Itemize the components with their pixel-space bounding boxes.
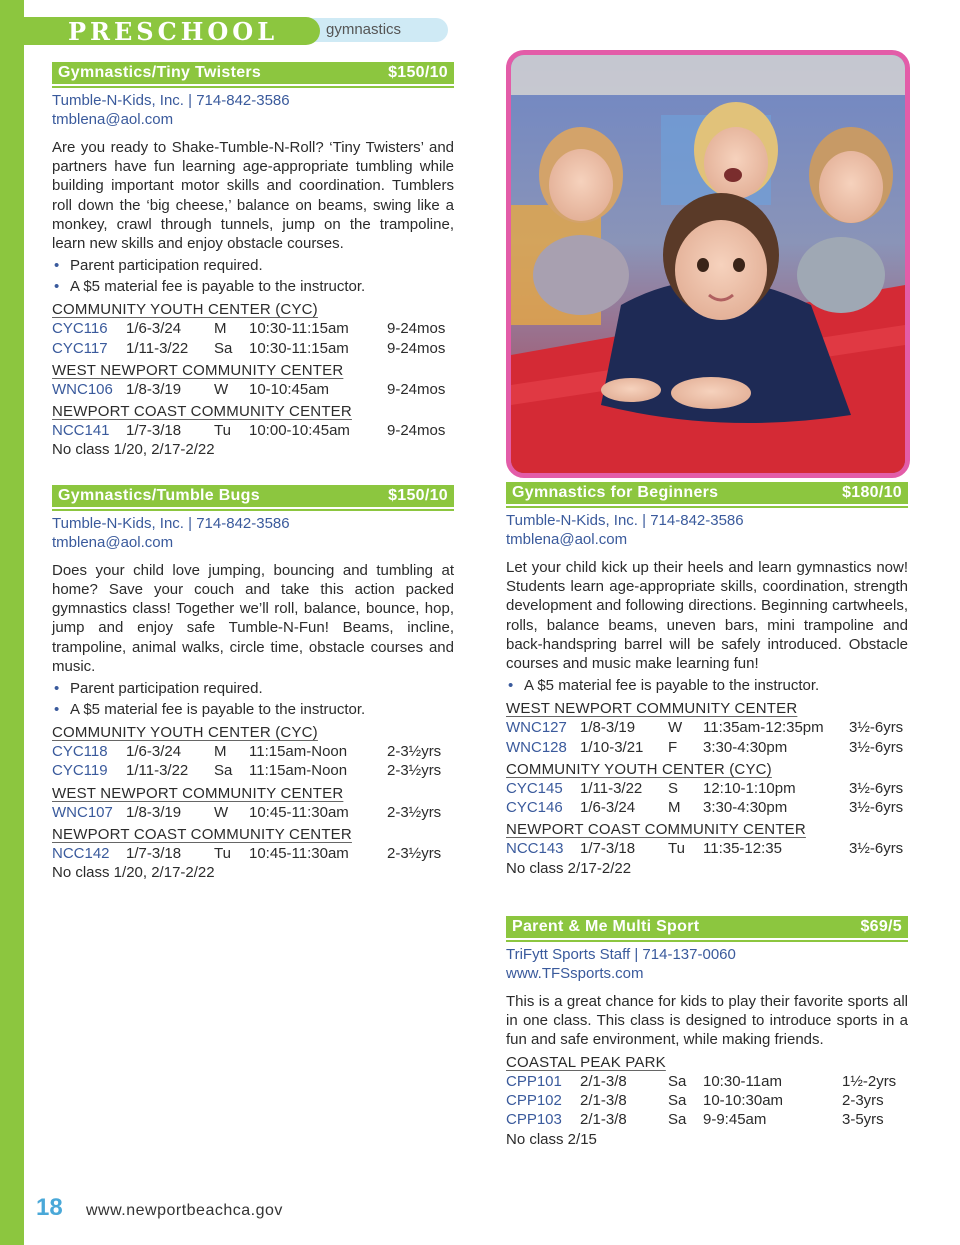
schedule-age: 3½-6yrs [849, 719, 904, 737]
note-item [52, 678, 454, 699]
schedule-day: Sa [668, 1111, 687, 1129]
schedule-code[interactable]: CPP101 [506, 1072, 562, 1090]
note-text: A $5 material fee is payable to the instructor. [70, 278, 366, 296]
location-heading: COMMUNITY YOUTH CENTER (CYC) [52, 301, 318, 319]
class-description: Let your child kick up their heels and learn gymnastics now! Students learn age-appropriate skills, coordination, strength development and following directions. Beginning cartwheels, rolls, balance beams, uneven bars, mini trampoline and back-handspring barrel will be safely introduced. Obstacle courses and music make learning fun! [506, 559, 908, 673]
class-title-bar [52, 485, 454, 509]
no-class-note: No class 1/20, 2/17-2/22 [52, 441, 215, 459]
schedule-day: M [214, 320, 227, 338]
schedule-row [52, 421, 454, 440]
schedule-age: 2-3½yrs [387, 742, 442, 760]
schedule-age: 2-3½yrs [387, 762, 442, 780]
class-title-bar [52, 62, 454, 86]
schedule-time: 10:00-10:45am [249, 422, 350, 440]
bullet-icon: • [54, 257, 60, 275]
footer-website-link[interactable]: www.newportbeachca.gov [86, 1202, 283, 1219]
schedule-day: M [668, 799, 681, 817]
class-listing-multi-sport [506, 916, 908, 1149]
class-schedule [506, 699, 908, 858]
schedule-dates: 1/10-3/21 [580, 738, 644, 756]
schedule-dates: 1/8-3/19 [126, 380, 182, 398]
schedule-dates: 1/7-3/18 [126, 422, 182, 440]
class-title: Parent & Me Multi Sport [512, 918, 700, 935]
location-heading: NEWPORT COAST COMMUNITY CENTER [52, 403, 352, 421]
schedule-code[interactable]: NCC142 [52, 844, 110, 862]
schedule-time: 11:15am-Noon [249, 762, 348, 780]
class-description: This is a great chance for kids to play their favorite sports all in one class. This class is designed to introduce sports in a fun and safe environment, while making friends. [506, 993, 908, 1049]
schedule-dates: 1/8-3/19 [126, 803, 182, 821]
class-listing-beginners [506, 482, 908, 878]
schedule-row [52, 761, 454, 780]
class-notes [52, 678, 454, 720]
schedule-time: 10-10:45am [249, 380, 330, 398]
class-price: $69/5 [860, 918, 902, 935]
class-schedule [506, 1053, 908, 1130]
schedule-time: 10:45-11:30am [249, 844, 349, 862]
schedule-day: W [668, 719, 683, 737]
schedule-row [52, 339, 454, 358]
schedule-row [506, 718, 908, 737]
instructor-contact[interactable]: Tumble-N-Kids, Inc. | 714-842-3586 [506, 512, 744, 529]
schedule-dates: 1/6-3/24 [580, 799, 636, 817]
schedule-dates: 1/7-3/18 [580, 840, 636, 858]
schedule-row [506, 1110, 908, 1129]
instructor-email[interactable]: www.TFSsports.com [506, 965, 644, 982]
schedule-code[interactable]: CPP102 [506, 1091, 562, 1109]
class-notes [506, 675, 908, 696]
schedule-row [52, 803, 454, 822]
instructor-contact[interactable]: Tumble-N-Kids, Inc. | 714-842-3586 [52, 514, 290, 532]
schedule-day: M [214, 742, 227, 760]
page-number: 18 [36, 1194, 63, 1221]
note-item [506, 675, 908, 696]
schedule-day: Tu [214, 422, 231, 440]
schedule-time: 3:30-4:30pm [703, 799, 788, 817]
schedule-row [506, 738, 908, 757]
schedule-day: Sa [668, 1091, 687, 1109]
schedule-day: Tu [668, 840, 685, 858]
schedule-dates: 1/11-3/22 [126, 762, 189, 780]
schedule-day: Tu [214, 844, 231, 862]
instructor-contact[interactable]: Tumble-N-Kids, Inc. | 714-842-3586 [52, 92, 290, 109]
schedule-code[interactable]: CYC145 [506, 779, 563, 797]
schedule-row [52, 742, 454, 761]
schedule-code[interactable]: CYC116 [52, 320, 108, 338]
schedule-age: 2-3yrs [842, 1091, 884, 1109]
schedule-dates: 2/1-3/8 [580, 1091, 627, 1109]
schedule-row [506, 839, 908, 858]
schedule-dates: 1/6-3/24 [126, 742, 182, 760]
class-description: Are you ready to Shake-Tumble-N-Roll? ‘Tiny Twisters’ and partners have fun learning age-appropriate tumbling while building important motor skills and coordination. Tumblers roll down the ‘big cheese,’ balance on beams, swing like a monkey, crawl through tunnels, jump on the trampoline, learn new skills and enjoy obstacle courses. [52, 139, 454, 253]
schedule-day: Sa [214, 762, 233, 780]
schedule-code[interactable]: CYC119 [52, 762, 108, 780]
location-heading: WEST NEWPORT COMMUNITY CENTER [506, 700, 798, 718]
class-price: $150/10 [388, 64, 448, 81]
schedule-age: 3½-6yrs [849, 738, 904, 756]
schedule-time: 10-10:30am [703, 1091, 784, 1109]
right-column-top [506, 482, 908, 878]
schedule-time: 10:45-11:30am [249, 803, 349, 821]
location-heading: WEST NEWPORT COMMUNITY CENTER [52, 784, 344, 802]
class-title-bar [506, 916, 908, 940]
class-title-bar [506, 482, 908, 506]
schedule-dates: 2/1-3/8 [580, 1072, 627, 1090]
schedule-time: 11:35-12:35 [703, 840, 782, 858]
instructor-email[interactable]: tmblena@aol.com [52, 533, 174, 551]
schedule-dates: 1/11-3/22 [126, 339, 189, 357]
schedule-age: 3½-6yrs [849, 779, 904, 797]
instructor-email[interactable]: tmblena@aol.com [506, 531, 628, 548]
schedule-dates: 1/11-3/22 [580, 779, 643, 797]
schedule-age: 9-24mos [387, 320, 446, 338]
schedule-code[interactable]: NCC141 [52, 422, 110, 440]
location-heading: COMMUNITY YOUTH CENTER (CYC) [52, 723, 318, 741]
schedule-age: 3½-6yrs [849, 799, 904, 817]
schedule-day: Sa [214, 339, 233, 357]
schedule-code[interactable]: WNC127 [506, 719, 567, 737]
schedule-age: 3½-6yrs [849, 840, 904, 858]
page-category-title: PRESCHOOL [68, 17, 279, 46]
class-listing-tumble-bugs [52, 485, 454, 883]
note-item [52, 699, 454, 720]
no-class-note: No class 1/20, 2/17-2/22 [52, 864, 215, 882]
schedule-day: W [214, 380, 229, 398]
schedule-age: 2-3½yrs [387, 844, 442, 862]
schedule-time: 10:30-11am [703, 1072, 782, 1090]
bullet-icon: • [508, 677, 514, 695]
note-item [52, 276, 454, 297]
schedule-age: 9-24mos [387, 339, 446, 357]
schedule-row [52, 380, 454, 399]
schedule-dates: 1/6-3/24 [126, 320, 182, 338]
location-heading: WEST NEWPORT COMMUNITY CENTER [52, 361, 344, 379]
schedule-code[interactable]: CYC118 [52, 742, 108, 760]
location-heading: COASTAL PEAK PARK [506, 1053, 666, 1071]
schedule-dates: 1/8-3/19 [580, 719, 636, 737]
left-column [52, 62, 454, 882]
schedule-dates: 1/7-3/18 [126, 844, 182, 862]
schedule-code[interactable]: WNC128 [506, 738, 567, 756]
instructor-contact[interactable]: TriFytt Sports Staff | 714-137-0060 [506, 946, 736, 963]
class-title: Gymnastics/Tiny Twisters [58, 64, 262, 81]
note-text: Parent participation required. [70, 679, 263, 697]
schedule-day: S [668, 779, 679, 797]
class-schedule [52, 723, 454, 863]
schedule-day: W [214, 803, 229, 821]
schedule-age: 1½-2yrs [842, 1072, 897, 1090]
schedule-code[interactable]: CYC146 [506, 799, 563, 817]
note-text: A $5 material fee is payable to the instructor. [70, 700, 366, 718]
schedule-row [506, 1091, 908, 1110]
schedule-age: 9-24mos [387, 380, 446, 398]
schedule-age: 2-3½yrs [387, 803, 442, 821]
schedule-time: 11:15am-Noon [249, 742, 348, 760]
schedule-row [506, 1072, 908, 1091]
class-title: Gymnastics for Beginners [512, 484, 719, 501]
left-accent-bar [0, 0, 24, 1245]
location-heading: COMMUNITY YOUTH CENTER (CYC) [506, 760, 772, 778]
bullet-icon: • [54, 700, 60, 718]
schedule-time: 11:35am-12:35pm [703, 719, 824, 737]
schedule-time: 3:30-4:30pm [703, 738, 788, 756]
schedule-dates: 2/1-3/8 [580, 1111, 627, 1129]
note-item [52, 255, 454, 276]
schedule-code[interactable]: WNC107 [52, 803, 113, 821]
photo-illustration [511, 55, 905, 473]
no-class-note: No class 2/15 [506, 1130, 597, 1148]
schedule-time: 10:30-11:15am [249, 320, 349, 338]
schedule-code[interactable]: CPP103 [506, 1111, 562, 1129]
class-listing-tiny-twisters [52, 62, 454, 460]
location-heading: NEWPORT COAST COMMUNITY CENTER [506, 821, 806, 839]
schedule-row [506, 798, 908, 817]
schedule-age: 3-5yrs [842, 1111, 884, 1129]
schedule-day: Sa [668, 1072, 687, 1090]
schedule-code[interactable]: WNC106 [52, 380, 113, 398]
class-description: Does your child love jumping, bouncing and tumbling at home? Save your couch and take this action packed gymnastics class! Together we’ll roll, balance, bounce, hop, jump and enjoy safe Tumble-N-Fun! Beams, incline, trampoline, animal walks, circle time, obstacle courses and music. [52, 561, 454, 675]
class-schedule [52, 300, 454, 440]
note-text: Parent participation required. [70, 257, 263, 275]
note-text: A $5 material fee is payable to the instructor. [524, 677, 820, 695]
schedule-row [506, 779, 908, 798]
kids-gymnastics-photo [506, 50, 910, 478]
schedule-time: 10:30-11:15am [249, 339, 349, 357]
class-title: Gymnastics/Tumble Bugs [58, 486, 260, 504]
schedule-age: 9-24mos [387, 422, 446, 440]
page-subcategory: gymnastics [326, 21, 402, 38]
bullet-icon: • [54, 278, 60, 296]
schedule-day: F [668, 738, 678, 756]
schedule-code[interactable]: NCC143 [506, 840, 564, 858]
no-class-note: No class 2/17-2/22 [506, 859, 632, 877]
instructor-email[interactable]: tmblena@aol.com [52, 111, 174, 128]
bullet-icon: • [54, 679, 60, 697]
schedule-time: 12:10-1:10pm [703, 779, 796, 797]
class-price: $180/10 [842, 484, 902, 501]
class-notes [52, 255, 454, 297]
schedule-row [52, 844, 454, 863]
location-heading: NEWPORT COAST COMMUNITY CENTER [52, 825, 352, 843]
schedule-code[interactable]: CYC117 [52, 339, 108, 357]
schedule-row [52, 319, 454, 338]
schedule-time: 9-9:45am [703, 1111, 767, 1129]
class-price: $150/10 [388, 486, 448, 504]
right-column-bottom [506, 916, 908, 1149]
